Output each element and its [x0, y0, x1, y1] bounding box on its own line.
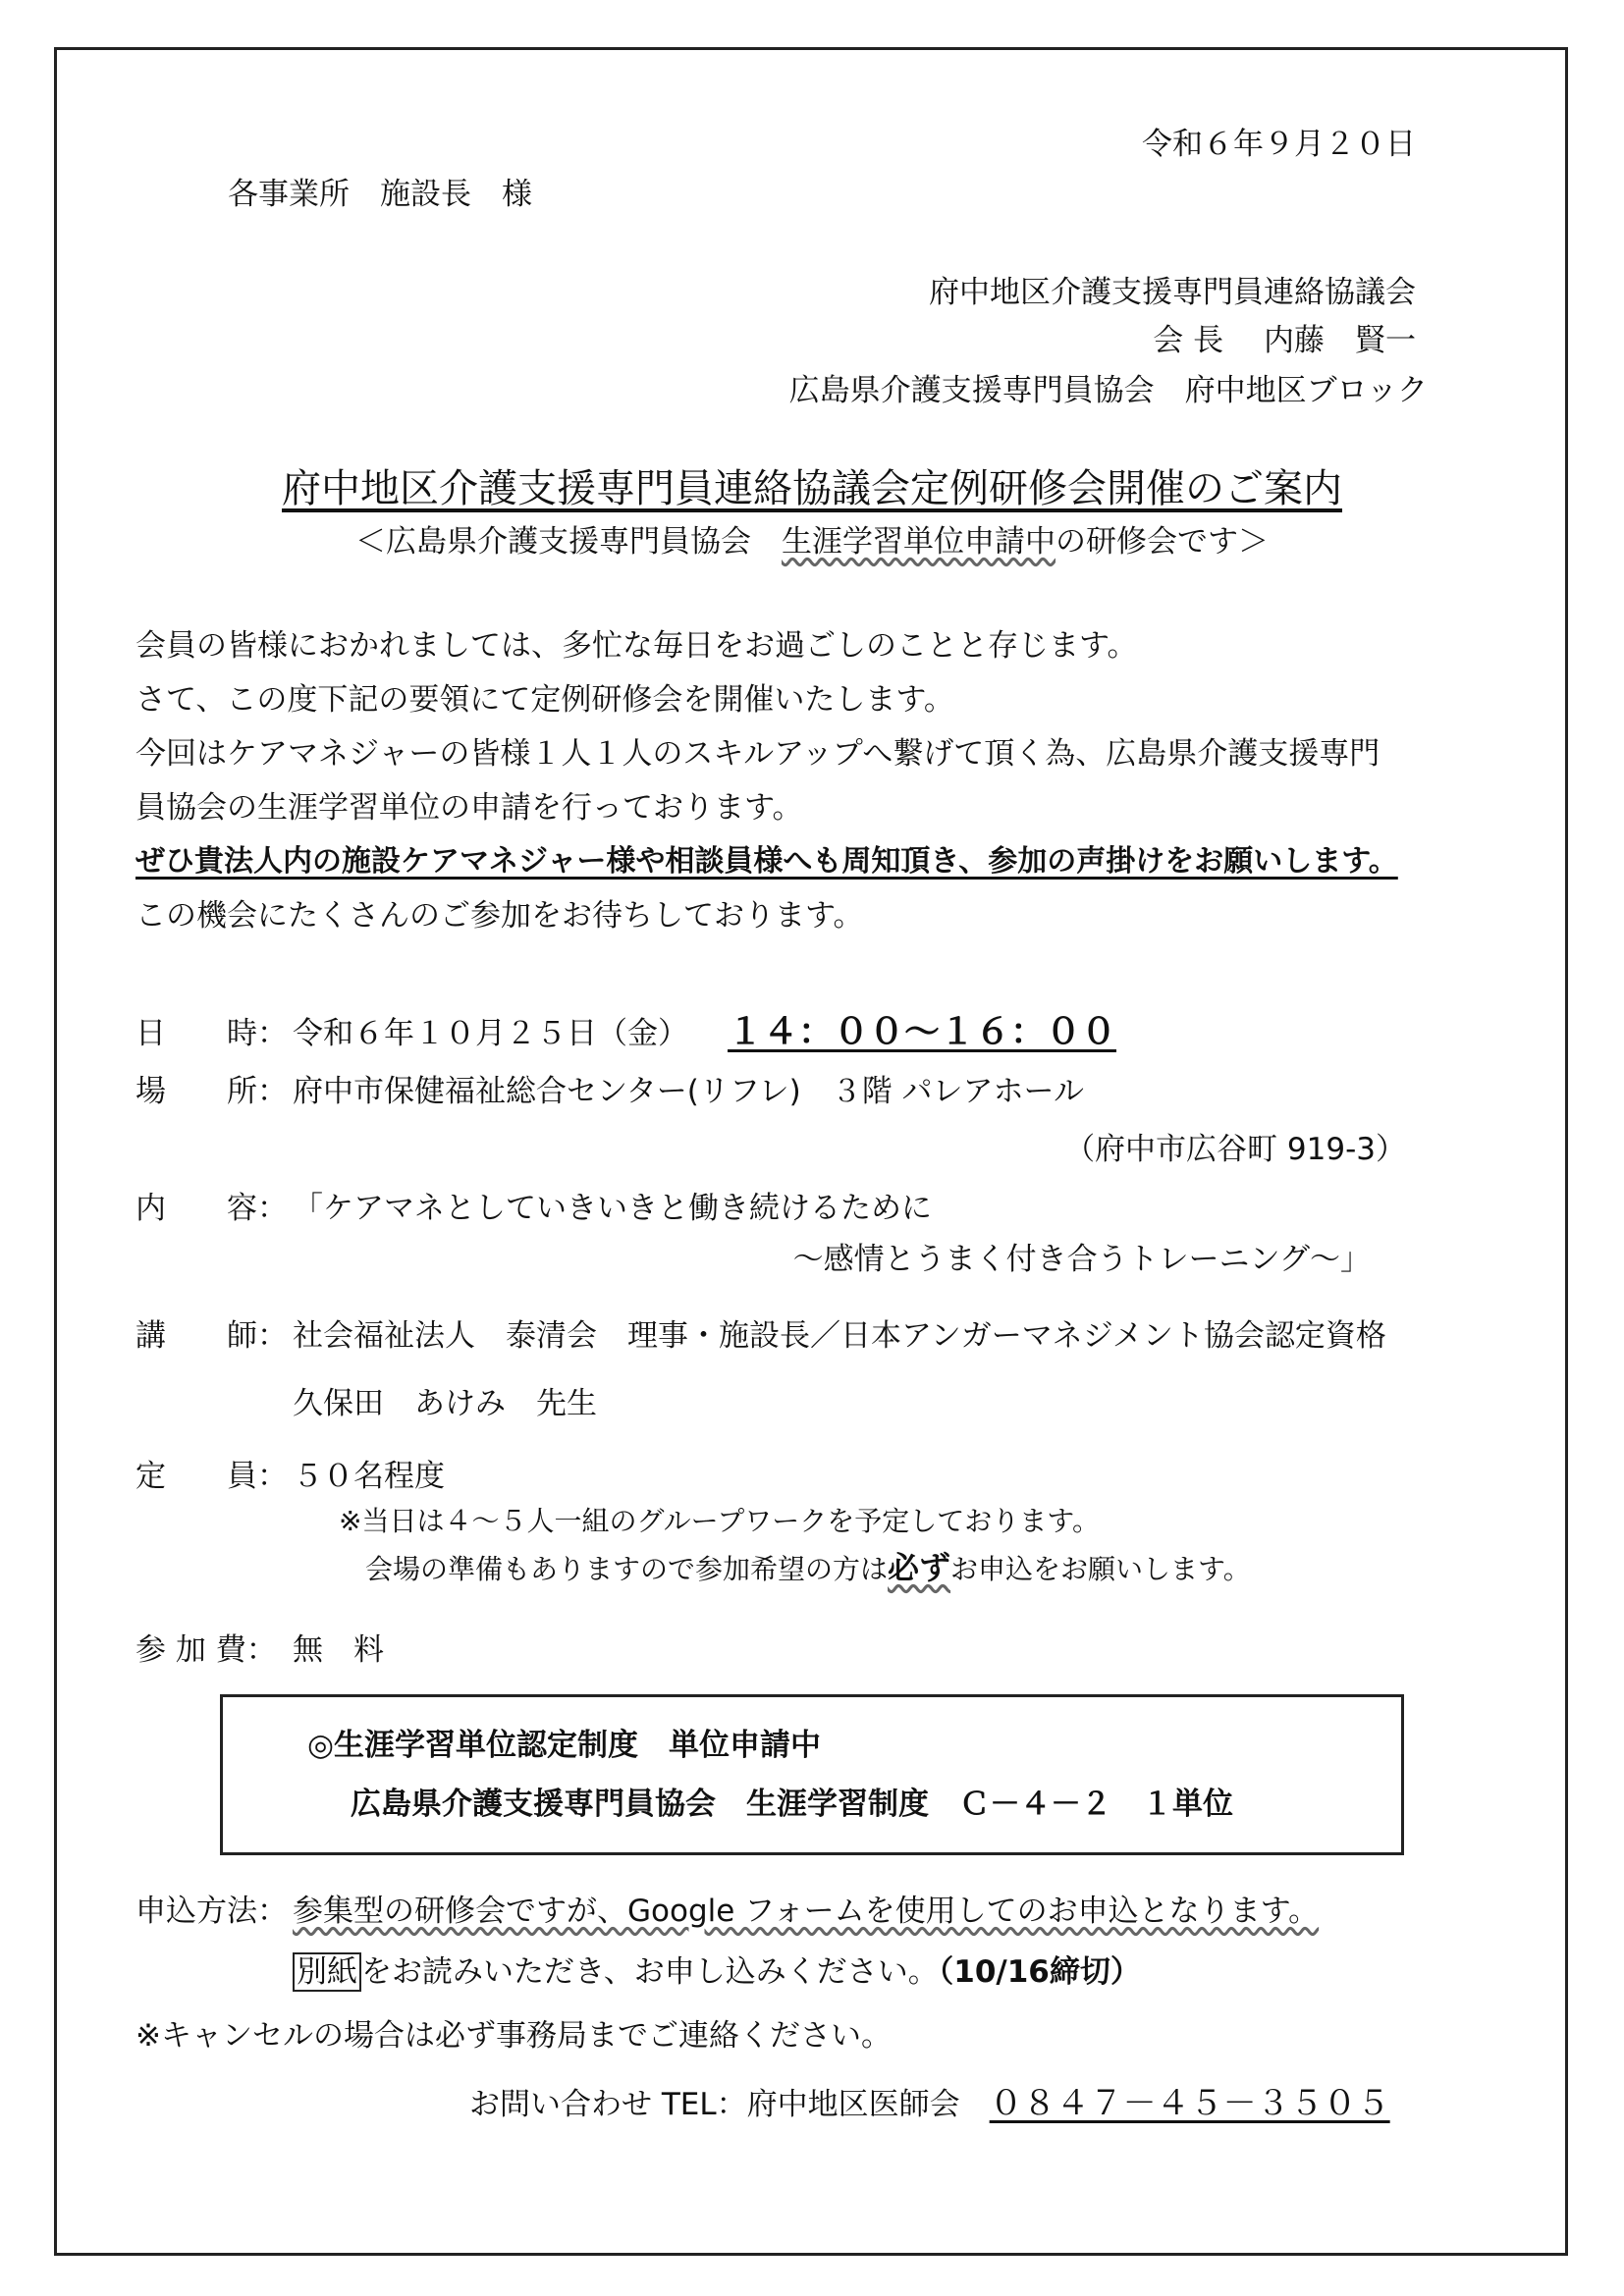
subtitle-suffix: の研修会です＞ [1056, 524, 1269, 560]
datetime-time: １４：００～１６：００ [728, 1012, 1117, 1052]
lecturer-row [135, 1316, 1386, 1356]
capacity-note-1: ※当日は４～５人一組のグループワークを予定しております。 [339, 1505, 1100, 1537]
capacity-note-2 [365, 1548, 1251, 1589]
lecturer-line-1: 社会福祉法人 泰清会 理事・施設長／日本アンガーマネジメント協会認定資格 [293, 1318, 1386, 1354]
capacity-row [135, 1457, 445, 1496]
addressee: 各事業所 施設長 様 [228, 177, 532, 212]
lecturer-name: 久保田 あけみ 先生 [293, 1386, 597, 1421]
datetime-label: 日 時： [135, 1016, 288, 1051]
application-line-1: 参集型の研修会ですが、Google フォームを使用してのお申込となります。 [293, 1894, 1320, 1929]
place-row [135, 1072, 1084, 1111]
application-deadline: （10/16締切） [938, 1954, 1141, 1990]
contact-label: お問い合わせ TEL：府中地区医師会 [469, 2087, 960, 2122]
datetime-value: 令和６年１０月２５日（金） [293, 1016, 688, 1051]
attachment-reference: 別紙 [293, 1952, 361, 1992]
capacity-note-2-suffix: お申込をお願いします。 [950, 1553, 1251, 1585]
subtitle-marked: 生涯学習単位申請中 [782, 524, 1056, 560]
capacity-note-2-marked: 必ず [888, 1549, 951, 1586]
content-line-1: 「ケアマネとしていきいきと働き続けるために [293, 1191, 932, 1226]
body-paragraph-emphasis: ぜひ貴法人内の施設ケアマネジャー様や相談員様へも周知頂き、参加の声掛けをお願いします。 [135, 844, 1398, 879]
application-row [135, 1892, 1319, 1931]
document-subtitle [0, 522, 1624, 561]
body-paragraph-4: 員協会の生涯学習単位の申請を行っております。 [135, 790, 803, 826]
credit-box-line-2: 広島県介護支援専門員協会 生涯学習制度 Ｃ－４－２ １単位 [351, 1787, 1233, 1822]
content-label: 内 容： [135, 1191, 288, 1226]
fee-label: 参 加 費： [135, 1632, 277, 1668]
issue-date: 令和６年９月２０日 [1142, 127, 1416, 162]
capacity-note-2-prefix: 会場の準備もありますので参加希望の方は [365, 1553, 889, 1585]
credit-box-line-1: ◎生涯学習単位認定制度 単位申請中 [307, 1728, 822, 1763]
application-line-2-text: をお読みいただき、お申し込みください。 [361, 1954, 939, 1990]
capacity-label: 定 員： [135, 1459, 288, 1494]
sender-person: 会 長 内藤 賢一 [1153, 323, 1416, 358]
fee-value: 無 料 [293, 1632, 384, 1668]
body-paragraph-2: さて、この度下記の要領にて定例研修会を開催いたします。 [135, 682, 954, 718]
credit-box [220, 1694, 1404, 1855]
content-line-2: ～感情とうまく付き合うトレーニング～」 [792, 1242, 1371, 1277]
place-address: （府中市広谷町 919-3） [1064, 1132, 1406, 1167]
subtitle-prefix: ＜広島県介護支援専門員協会 [355, 524, 782, 560]
place-label: 場 所： [135, 1074, 288, 1109]
cancel-note: ※キャンセルの場合は必ず事務局までご連絡ください。 [135, 2018, 892, 2054]
content-row [135, 1189, 932, 1228]
document-title: 府中地区介護支援専門員連絡協議会定例研修会開催のご案内 [282, 466, 1342, 511]
contact-phone: ０８４７－４５－３５０５ [989, 2084, 1390, 2123]
place-value: 府中市保健福祉総合センター(リフレ) ３階 パレアホール [293, 1074, 1084, 1109]
contact-row [469, 2084, 1390, 2124]
application-line-2 [293, 1952, 1141, 1992]
body-paragraph-1: 会員の皆様におかれましては、多忙な毎日をお過ごしのことと存じます。 [135, 628, 1138, 664]
sender-organization-block: 広島県介護支援専門員協会 府中地区ブロック [788, 373, 1428, 408]
capacity-value: ５０名程度 [293, 1459, 445, 1494]
application-label: 申込方法： [135, 1894, 288, 1929]
datetime-row [135, 1013, 1116, 1053]
body-paragraph-3: 今回はケアマネジャーの皆様１人１人のスキルアップへ繋げて頂く為、広島県介護支援専門 [135, 736, 1380, 772]
sender-organization: 府中地区介護支援専門員連絡協議会 [929, 275, 1416, 310]
fee-row [135, 1630, 384, 1670]
lecturer-label: 講 師： [135, 1318, 288, 1354]
body-paragraph-6: この機会にたくさんのご参加をお待ちしております。 [135, 898, 864, 934]
